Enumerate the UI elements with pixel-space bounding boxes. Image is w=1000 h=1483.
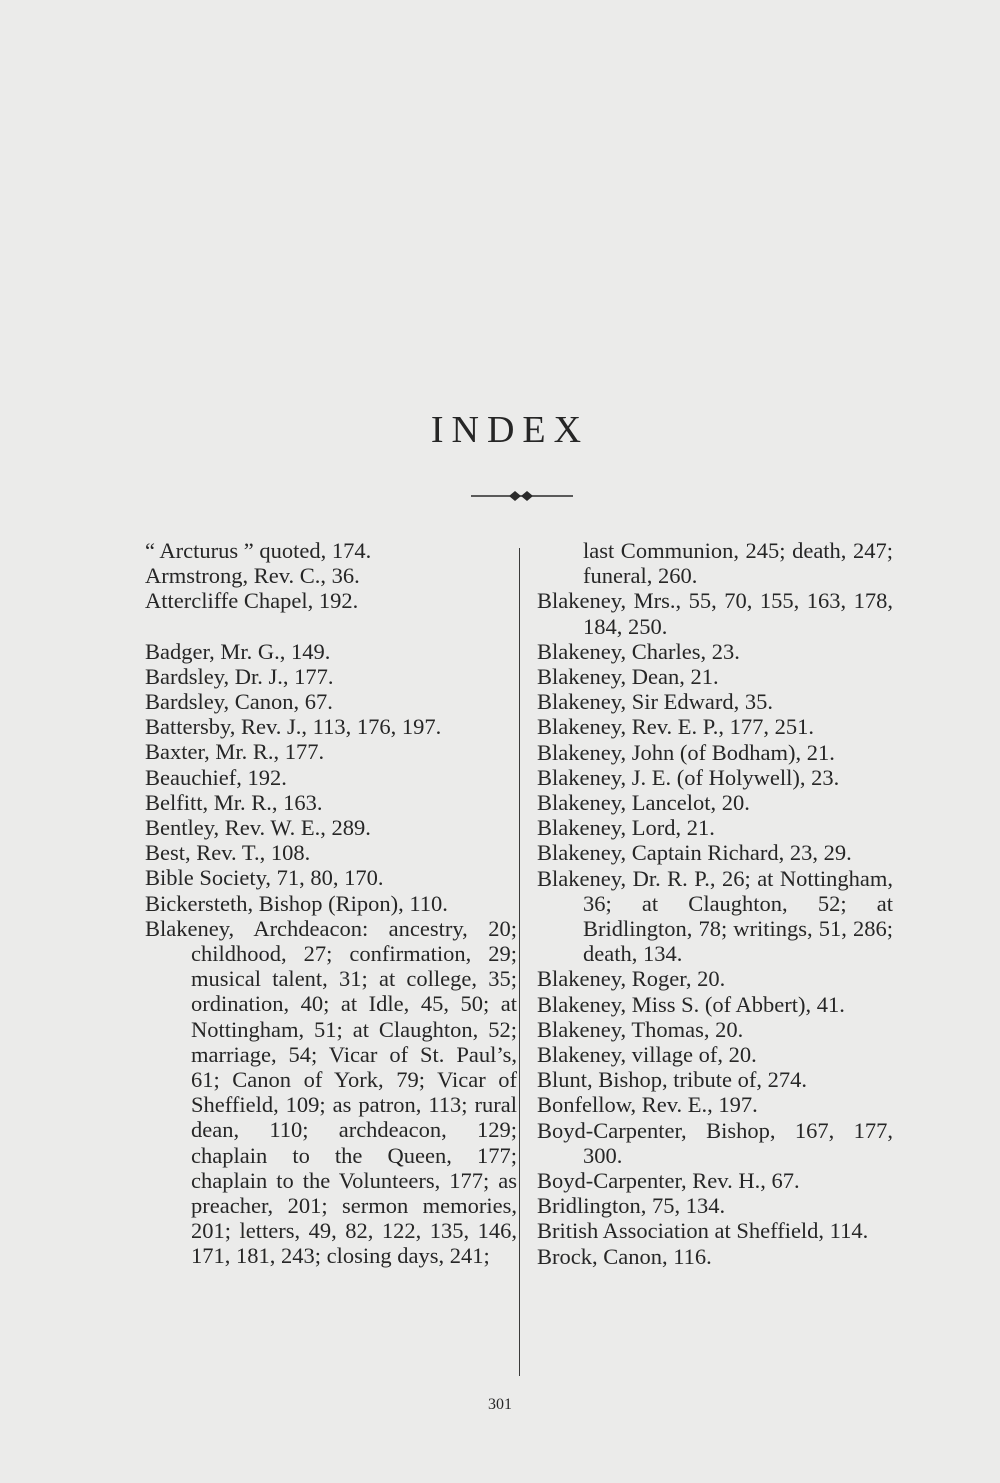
index-entry: Blakeney, Charles, 23. <box>537 638 740 664</box>
index-entry: British Association at Sheffield, 114. <box>537 1218 869 1244</box>
page-number: 301 <box>488 1396 512 1413</box>
index-entry: Blakeney, Miss S. (of Abbert), 41. <box>537 991 845 1017</box>
index-entry: Bonfellow, Rev. E., 197. <box>537 1092 758 1118</box>
index-entry: Blakeney, Rev. E. P., 177, 251. <box>537 714 815 740</box>
index-entry: Blakeney, Dean, 21. <box>537 664 719 690</box>
index-entry: Battersby, Rev. J., 113, 176, 197. <box>145 714 442 740</box>
index-entry: Badger, Mr. G., 149. <box>145 638 331 664</box>
index-entry: Brock, Canon, 116. <box>537 1243 712 1269</box>
index-entry: Blakeney, Sir Edward, 35. <box>537 689 773 715</box>
index-entry: Armstrong, Rev. C., 36. <box>145 563 360 589</box>
index-entry: Beauchief, 192. <box>145 764 287 790</box>
page-title: INDEX <box>430 409 590 451</box>
index-entry: Boyd-Carpenter, Bishop, 167, 177, 300. <box>537 1117 893 1168</box>
index-entry: Blakeney, village of, 20. <box>537 1042 757 1068</box>
index-entry: Blakeney, Lord, 21. <box>537 815 715 841</box>
index-entry: Attercliffe Chapel, 192. <box>145 588 359 614</box>
index-entry: Blakeney, Lancelot, 20. <box>537 790 750 816</box>
index-entry: Blakeney, John (of Bodham), 21. <box>537 739 835 765</box>
index-entry: Blakeney, J. E. (of Holywell), 23. <box>537 764 840 790</box>
index-entry: Blakeney, Dr. R. P., 26; at Nottingham, 36; at Claughton, 52; at Bridlington, 78; writings, 51, 286; death, 134. <box>537 865 893 967</box>
index-entry: Bridlington, 75, 134. <box>537 1193 726 1219</box>
index-entry: Boyd-Carpenter, Rev. H., 67. <box>537 1168 800 1194</box>
index-entry: Bible Society, 71, 80, 170. <box>145 865 384 891</box>
letter-gap <box>145 614 517 639</box>
index-entry: “ Arcturus ” quoted, 174. <box>145 538 372 563</box>
index-entry: Bentley, Rev. W. E., 289. <box>145 815 371 841</box>
index-entry: Blunt, Bishop, tribute of, 274. <box>537 1067 807 1093</box>
index-column-right <box>537 538 893 1269</box>
index-entry: Bardsley, Dr. J., 177. <box>145 663 334 689</box>
index-entry: Belfitt, Mr. R., 163. <box>145 789 323 815</box>
index-entry: Blakeney, Mrs., 55, 70, 155, 163, 178, 184, 250. <box>537 588 893 639</box>
index-entry: Blakeney, Roger, 20. <box>537 966 726 992</box>
index-entry: Blakeney, Captain Richard, 23, 29. <box>537 840 852 866</box>
index-entry: Bickersteth, Bishop (Ripon), 110. <box>145 890 448 916</box>
index-entry: last Communion, 245; death, 247; funeral, 260. <box>583 538 893 589</box>
index-entry: Baxter, Mr. R., 177. <box>145 739 325 765</box>
index-entry: Best, Rev. T., 108. <box>145 840 311 866</box>
index-entry: Bardsley, Canon, 67. <box>145 689 333 715</box>
index-entry: Blakeney, Archdeacon: ancestry, 20; childhood, 27; confirmation, 29; musical talent, 31; at college, 35; ordination, 40; at Idle, 45, 50; at Nottingham, 51; at Claughton, 52; marriage, 54; Vicar of St. Paul’s, 61; Canon of York, 79; Vicar of Sheffield, 109; as patron, 113; rural dean, 110; archdeacon, 129; chaplain to the Queen, 177; chaplain to the Volunteers, 177; as preacher, 201; sermon memories, 201; letters, 49, 82, 122, 135, 146, 171, 181, 243; closing days, 241; <box>145 915 517 1269</box>
index-column-left <box>145 538 517 1269</box>
column-divider <box>519 548 520 1376</box>
index-entry: Blakeney, Thomas, 20. <box>537 1016 744 1042</box>
ornament-rule <box>471 488 573 504</box>
